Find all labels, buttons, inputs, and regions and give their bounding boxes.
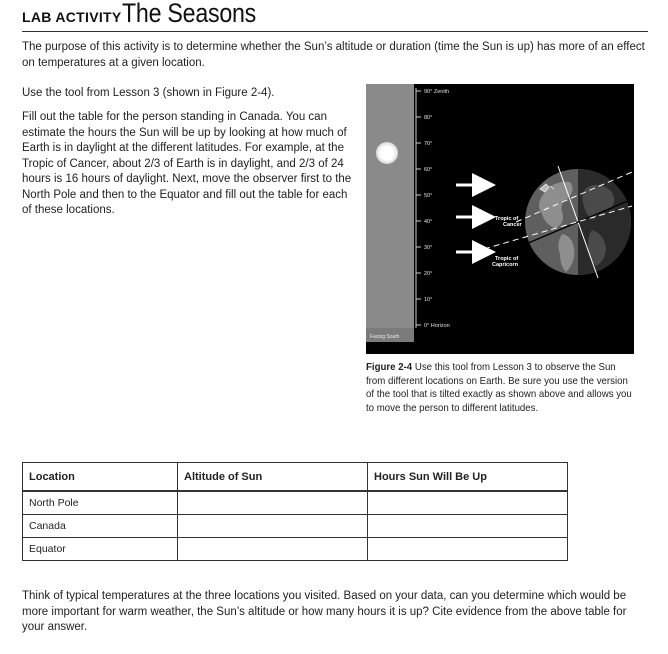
tropic-of-cancer-label-2: Cancer — [503, 222, 522, 228]
facing-south-label: Facing South — [370, 334, 400, 340]
scale-label: 20° — [424, 271, 433, 277]
table-header-row — [23, 463, 568, 492]
analysis-question: Think of typical temperatures at the three locations you visited. Based on your data, can you determine which would be more important for warm weather, the Sun’s altitude or how many hours it is up? Cite evidence from the above table for your answer. — [22, 590, 627, 633]
lab-activity-label: LAB ACTIVITY — [22, 9, 122, 25]
seasons-data-table — [22, 462, 568, 561]
table-row — [23, 491, 568, 515]
seasons-tool-figure — [366, 84, 634, 354]
tropic-of-capricorn-label-1: Tropic of — [495, 256, 519, 262]
scale-label: 40° — [424, 219, 433, 225]
hours-cell[interactable] — [368, 538, 568, 561]
location-cell: North Pole — [23, 491, 178, 515]
altitude-scale — [416, 89, 450, 329]
page-header — [22, 0, 648, 32]
location-column-header: Location — [23, 463, 178, 492]
figure-caption — [366, 361, 635, 415]
intro-paragraph: The purpose of this activity is to determine whether the Sun’s altitude or duration (time the Sun is up) has more of an effect on temperatures at a given location. — [22, 41, 645, 69]
tropic-of-capricorn-label-2: Capricorn — [492, 262, 518, 268]
hours-cell[interactable] — [368, 491, 568, 515]
hours-cell[interactable] — [368, 515, 568, 538]
sun-icon — [376, 142, 398, 164]
table-row — [23, 515, 568, 538]
figure-caption-text: Use this tool from Lesson 3 to observe the Sun from different locations on Earth. Be sure you use the version of the tool that is tilted exactly as shown above and allows you to move the person to different latitudes. — [366, 361, 632, 414]
scale-label: 60° — [424, 167, 433, 173]
location-cell: Equator — [23, 538, 178, 561]
scale-label: 80° — [424, 115, 433, 121]
tropic-of-cancer-label-1: Tropic of — [495, 216, 519, 222]
altitude-cell[interactable] — [178, 491, 368, 515]
scale-label: 50° — [424, 193, 433, 199]
sky-panel — [366, 84, 414, 342]
fill-instruction: Fill out the table for the person standing in Canada. You can estimate the hours the Sun will be up by looking at how much of Earth is in daylight at the different latitudes. For example, at the Tropic of Cancer, about 2/3 of Earth is in daylight, and 2/3 of 24 hours is 16 hours of daylight. Next, move the observer first to the North Pole and then to the Equator and fill out the table for each of these locations. — [22, 111, 352, 216]
earth-globe — [525, 166, 631, 278]
scale-label: 0° Horizon — [424, 323, 450, 329]
seasons-tool-illustration — [366, 84, 634, 354]
hours-column-header: Hours Sun Will Be Up — [368, 463, 568, 492]
scale-label: 70° — [424, 141, 433, 147]
scale-label: 90° Zenith — [424, 89, 450, 95]
location-cell: Canada — [23, 515, 178, 538]
table-row — [23, 538, 568, 561]
page-title: The Seasons — [122, 0, 256, 28]
tool-instruction: Use the tool from Lesson 3 (shown in Figure 2-4). — [22, 87, 275, 99]
altitude-column-header: Altitude of Sun — [178, 463, 368, 492]
scale-label: 30° — [424, 245, 433, 251]
altitude-cell[interactable] — [178, 538, 368, 561]
scale-label: 10° — [424, 297, 433, 303]
figure-caption-label: Figure 2-4 — [366, 361, 413, 373]
altitude-cell[interactable] — [178, 515, 368, 538]
